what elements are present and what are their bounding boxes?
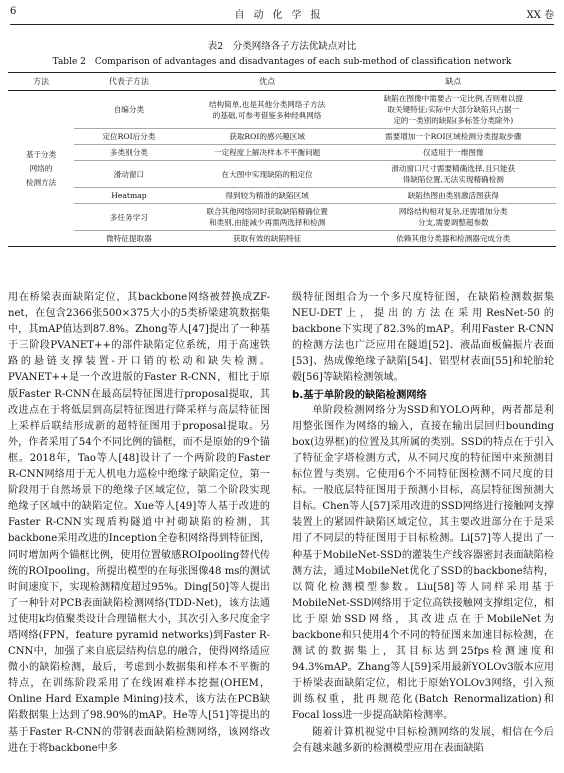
- page-number: 6: [10, 6, 17, 17]
- column-header-method: 方法: [8, 73, 74, 91]
- table-row: [8, 129, 556, 145]
- cons-cell: 仅适用于一维图像: [351, 145, 556, 161]
- pros-cell: 一定程度上解决样本不平衡问题: [184, 145, 351, 161]
- comparison-table: [8, 72, 556, 247]
- body-paragraph: 单阶段检测网络分为SSD和YOLO两种，两者都是利用整张图作为网络的输入，直接在输出层回归bounding box(边界框)的位置及其所属的类别。SSD的特点在于引入了特征金字塔检测方式，从不同尺度的特征图中来预测目标位置与类别。它使用6个不同特征图检测不同尺度的目标。一般底层特征图用于预测小目标，高层特征图预测大目标。Chen等人[57]采用改进的SSD网络进行接触网支撑装置上的紧固件缺陷区域定位，其主要改进部分在于是采用了不同层的特征图用于目标检测。Li[57]等人提出了一种基于MobileNet-SSD的灌装生产线容器密封表面缺陷检测方法，通过MobileNet优化了SSD的backbone结构，以简化检测模型参数。Liu[58]等人同样采用基于MobileNet-SSD网络用于定位高铁接触网支撑组定位，相比于原始SSD网络，其改进点在于MobileNet为backbone和只使用4个不同的特征图来加速目标检测，在测试的数据集上，其目标达到25fps检测速度和94.3%mAP。Zhang等人[59]采用最新YOLOv3版本应用于桥梁表面缺陷定位，相比于原始YOLOv3网络，引入预训练权重，批再规范化(Batch Renormalization)和Focal loss进一步提高缺陷检测率。: [292, 404, 555, 722]
- pros-cell: 获取有效的缺陷特征: [184, 231, 351, 247]
- cons-cell: 需要增加一个ROI区域检测分类提取步骤: [351, 129, 556, 145]
- submethod-cell: 多任务学习: [74, 204, 184, 231]
- section-heading: b.基于单阶段的缺陷检测网络: [292, 388, 427, 401]
- pros-cell: 结构简单,也是其他分类网络子方法 的基础,可参考借鉴多种经典网络: [184, 91, 351, 129]
- running-header: [10, 6, 554, 20]
- cons-cell: 滑动窗口尺寸需要精确选择,且只能获 得缺陷位置,无法实现精确检测: [351, 161, 556, 188]
- table-row: [8, 145, 556, 161]
- submethod-cell: 定位ROI后分类: [74, 129, 184, 145]
- table-caption-cn: 表2 分类网络各子方法优缺点对比: [207, 41, 357, 52]
- body-paragraph: 用在桥梁表面缺陷定位，其backbone网络被替换成ZF-net，在包含2366张500×375大小的5类桥梁建筑数据集中，其mAP值达到87.8%。Zhong等人[47]提出了一种基于三阶段PVANET++的部件缺陷定位系统，用于高速铁路的悬链支撑装置-开口销的松动和缺失检测。PVANET++是一个改进版的Faster R-CNN，相比于原版Faster R-CNN在最高层特征图进行proposal提取，其改进点在于将低层到高层特征图进行降采样与高层特征图上采样后联结形成新的超特征图用于proposal提取。另外，作者采用了54个不同比例的锚框，而不是原始的9个锚框。2018年，Tao等人[48]设计了一个两阶段的Faster R-CNN网络用于无人机电力巡检中绝缘子缺陷定位，第一阶段用于自然场景下的绝缘子区域定位，第二个阶段实现绝缘子区域中的缺陷定位。Xue等人[49]等人基于改进的Faster R-CNN实现盾构隧道中衬砌缺陷的检测，其backbone采用改进的Inception全卷积网络得到特征图，同时增加两个锚框比例，使用位置敏感ROIpooling替代传统的ROIpooling，所提出模型的在每张图像48 ms的测试时间速度下，实现检测精度超过95%。Ding[50]等人提出了一种针对PCB表面缺陷检测网络(TDD-Net)，该方法通过使用k均值聚类设计合理锚框大小，其次引入多尺度金字塔网络(FPN，feature pyramid networks)到Faster R-CNN中，加强了来自底层结构信息的融合，使得网络适应微小的缺陷检测，最后，考虑到小数据集和样本不平衡的特点，在训练阶段采用了在线困难样本挖掘(OHEM，Online Hard Example Mining)技术，该方法在PCB缺陷数据集上达到了98.90%的mAP。He等人[51]等提出的基于Faster R-CNN的带钢表面缺陷检测网络，该网络改进在于将backbone中多: [8, 292, 270, 754]
- column-header-cons: 缺点: [351, 73, 556, 91]
- table-row: [8, 91, 556, 129]
- cons-cell: 网络结构相对复杂,还需增加分类 分支,需要调整超参数: [351, 204, 556, 231]
- table-caption-en: Table 2 Comparison of advantages and disadvantages of each sub-method of classification network: [52, 57, 512, 67]
- volume-label: XX 卷: [526, 10, 554, 21]
- table-row: [8, 204, 556, 231]
- column-header-submethod: 代表子方法: [74, 73, 184, 91]
- body-paragraph: 级特征图组合为一个多尺度特征图，在缺陷检测数据集NEU-DET上，提出的方法在采用ResNet-50的backbone下实现了82.3%的mAP。利用Faster R-CNN的检测方法也广泛应用在隧道[52]、液晶面板偏振片表面[53]、热成像绝缘子缺陷[54]、铝型材表面[55]和轮胎轮毂[56]等缺陷检测领域。: [292, 292, 554, 384]
- submethod-cell: 多类别分类: [74, 145, 184, 161]
- pros-cell: 获取ROI的感兴趣区域: [184, 129, 351, 145]
- body-paragraph: 随着计算机视觉中目标检测网络的发展，相信在今后会有越来越多新的检测模型应用在表面缺陷: [292, 726, 554, 754]
- header-rule: [10, 24, 554, 25]
- submethod-cell: Heatmap: [74, 188, 184, 204]
- method-category-cell: 基于分类 网络的 检测方法: [8, 91, 74, 247]
- table-row: [8, 188, 556, 204]
- pros-cell: 在大图中实现缺陷的粗定位: [184, 161, 351, 188]
- submethod-cell: 自编分类: [74, 91, 184, 129]
- submethod-cell: 微特征提取器: [74, 231, 184, 247]
- cons-cell: 缺陷在图像中需要占一定比例,否则难以提 取关键特征;实际中大部分缺陷只占据一 定的一类别的缺陷(多标签分类除外): [351, 91, 556, 129]
- pros-cell: 得到较为精准的缺陷区域: [184, 188, 351, 204]
- left-text-column: [8, 290, 270, 757]
- journal-name: 自动化学报: [234, 10, 330, 21]
- table-row: [8, 231, 556, 247]
- table-header-row: [8, 73, 556, 91]
- submethod-cell: 滑动窗口: [74, 161, 184, 188]
- pros-cell: 联合其他网络同时获取缺陷精确位置 和类别,由能减少再需两选择和检测: [184, 204, 351, 231]
- right-text-column: [292, 290, 554, 757]
- column-header-pros: 优点: [184, 73, 351, 91]
- cons-cell: 缺陷热图由类别激活图获得: [351, 188, 556, 204]
- cons-cell: 依赖其他分类器和检测器完成分类: [351, 231, 556, 247]
- table-row: [8, 161, 556, 188]
